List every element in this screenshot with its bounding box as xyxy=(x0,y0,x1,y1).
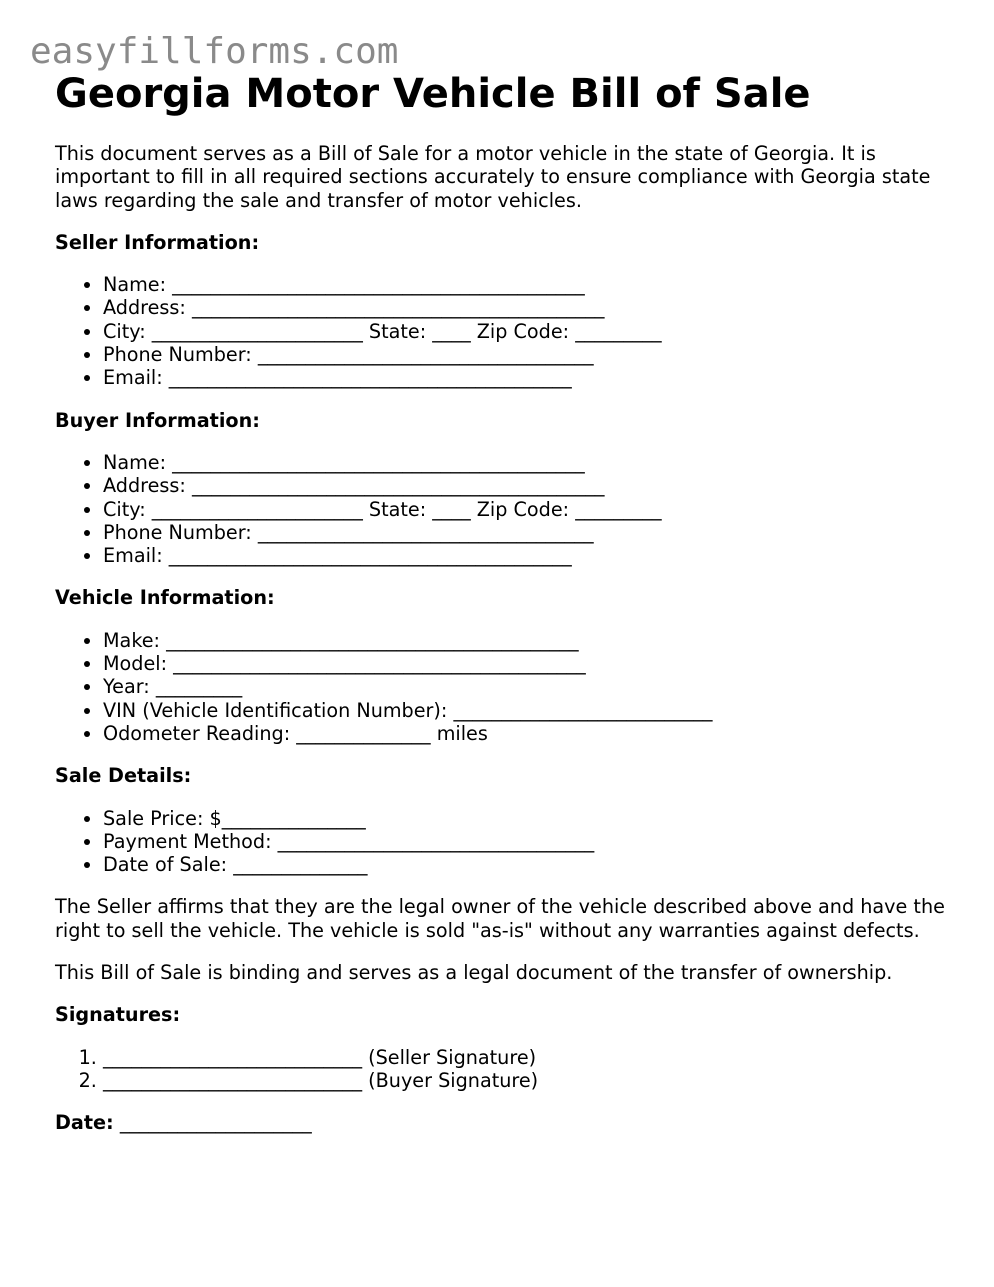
vehicle-vin-field[interactable]: • VIN (Vehicle Identification Number): ___________________________ xyxy=(103,699,955,722)
seller-fields xyxy=(55,273,955,389)
document-title: Georgia Motor Vehicle Bill of Sale xyxy=(55,71,811,117)
affirmation-paragraph: The Seller affirms that they are the legal owner of the vehicle described above and have the right to sell the vehicle. The vehicle is sold "as-is" without any warranties against defects. xyxy=(55,895,945,942)
seller-phone-field[interactable]: • Phone Number: ___________________________________ xyxy=(103,343,955,366)
payment-method-field[interactable]: • Payment Method: _________________________________ xyxy=(103,830,955,853)
intro-paragraph: This document serves as a Bill of Sale for a motor vehicle in the state of Georgia. It is important to fill in all required sections accurately to ensure compliance with Georgia state laws regarding the sale and transfer of motor vehicles. xyxy=(55,142,931,212)
buyer-heading: Buyer Information: xyxy=(55,408,260,432)
seller-signature-line[interactable]: 1. ___________________________ (Seller Signature) xyxy=(103,1046,955,1069)
date-field[interactable] xyxy=(55,1111,955,1134)
watermark: easyfillforms.com xyxy=(30,31,399,72)
binding-paragraph: This Bill of Sale is binding and serves as a legal document of the transfer of ownership. xyxy=(55,961,893,985)
seller-city-state-zip-field[interactable]: • City: ______________________ State: ____ Zip Code: _________ xyxy=(103,320,955,343)
seller-email-field[interactable]: • Email: __________________________________________ xyxy=(103,366,955,389)
vehicle-odometer-field[interactable]: • Odometer Reading: ______________ miles xyxy=(103,722,955,745)
seller-heading: Seller Information: xyxy=(55,230,260,254)
vehicle-year-field[interactable]: • Year: _________ xyxy=(103,675,955,698)
document-page xyxy=(55,70,955,1135)
seller-name-field[interactable]: • Name: ___________________________________________ xyxy=(103,273,955,296)
vehicle-make-field[interactable]: • Make: ___________________________________________ xyxy=(103,629,955,652)
buyer-email-field[interactable]: • Email: __________________________________________ xyxy=(103,544,955,567)
vehicle-heading: Vehicle Information: xyxy=(55,586,275,610)
sale-fields xyxy=(55,807,955,877)
buyer-name-field[interactable]: • Name: ___________________________________________ xyxy=(103,451,955,474)
buyer-city-state-zip-field[interactable]: • City: ______________________ State: ____ Zip Code: _________ xyxy=(103,498,955,521)
buyer-fields xyxy=(55,451,955,567)
sale-heading: Sale Details: xyxy=(55,764,192,788)
vehicle-fields xyxy=(55,629,955,745)
date-blank[interactable]: ____________________ xyxy=(119,1111,312,1135)
vehicle-model-field[interactable]: • Model: ___________________________________________ xyxy=(103,652,955,675)
date-label: Date: xyxy=(55,1111,114,1135)
buyer-signature-line[interactable]: 2. ___________________________ (Buyer Signature) xyxy=(103,1069,955,1092)
date-of-sale-field[interactable]: • Date of Sale: ______________ xyxy=(103,853,955,876)
seller-address-field[interactable]: • Address: ___________________________________________ xyxy=(103,296,955,319)
sale-price-field[interactable]: • Sale Price: $_______________ xyxy=(103,807,955,830)
signatures-heading: Signatures: xyxy=(55,1003,181,1027)
signature-lines xyxy=(55,1046,955,1093)
buyer-phone-field[interactable]: • Phone Number: ___________________________________ xyxy=(103,521,955,544)
buyer-address-field[interactable]: • Address: ___________________________________________ xyxy=(103,474,955,497)
